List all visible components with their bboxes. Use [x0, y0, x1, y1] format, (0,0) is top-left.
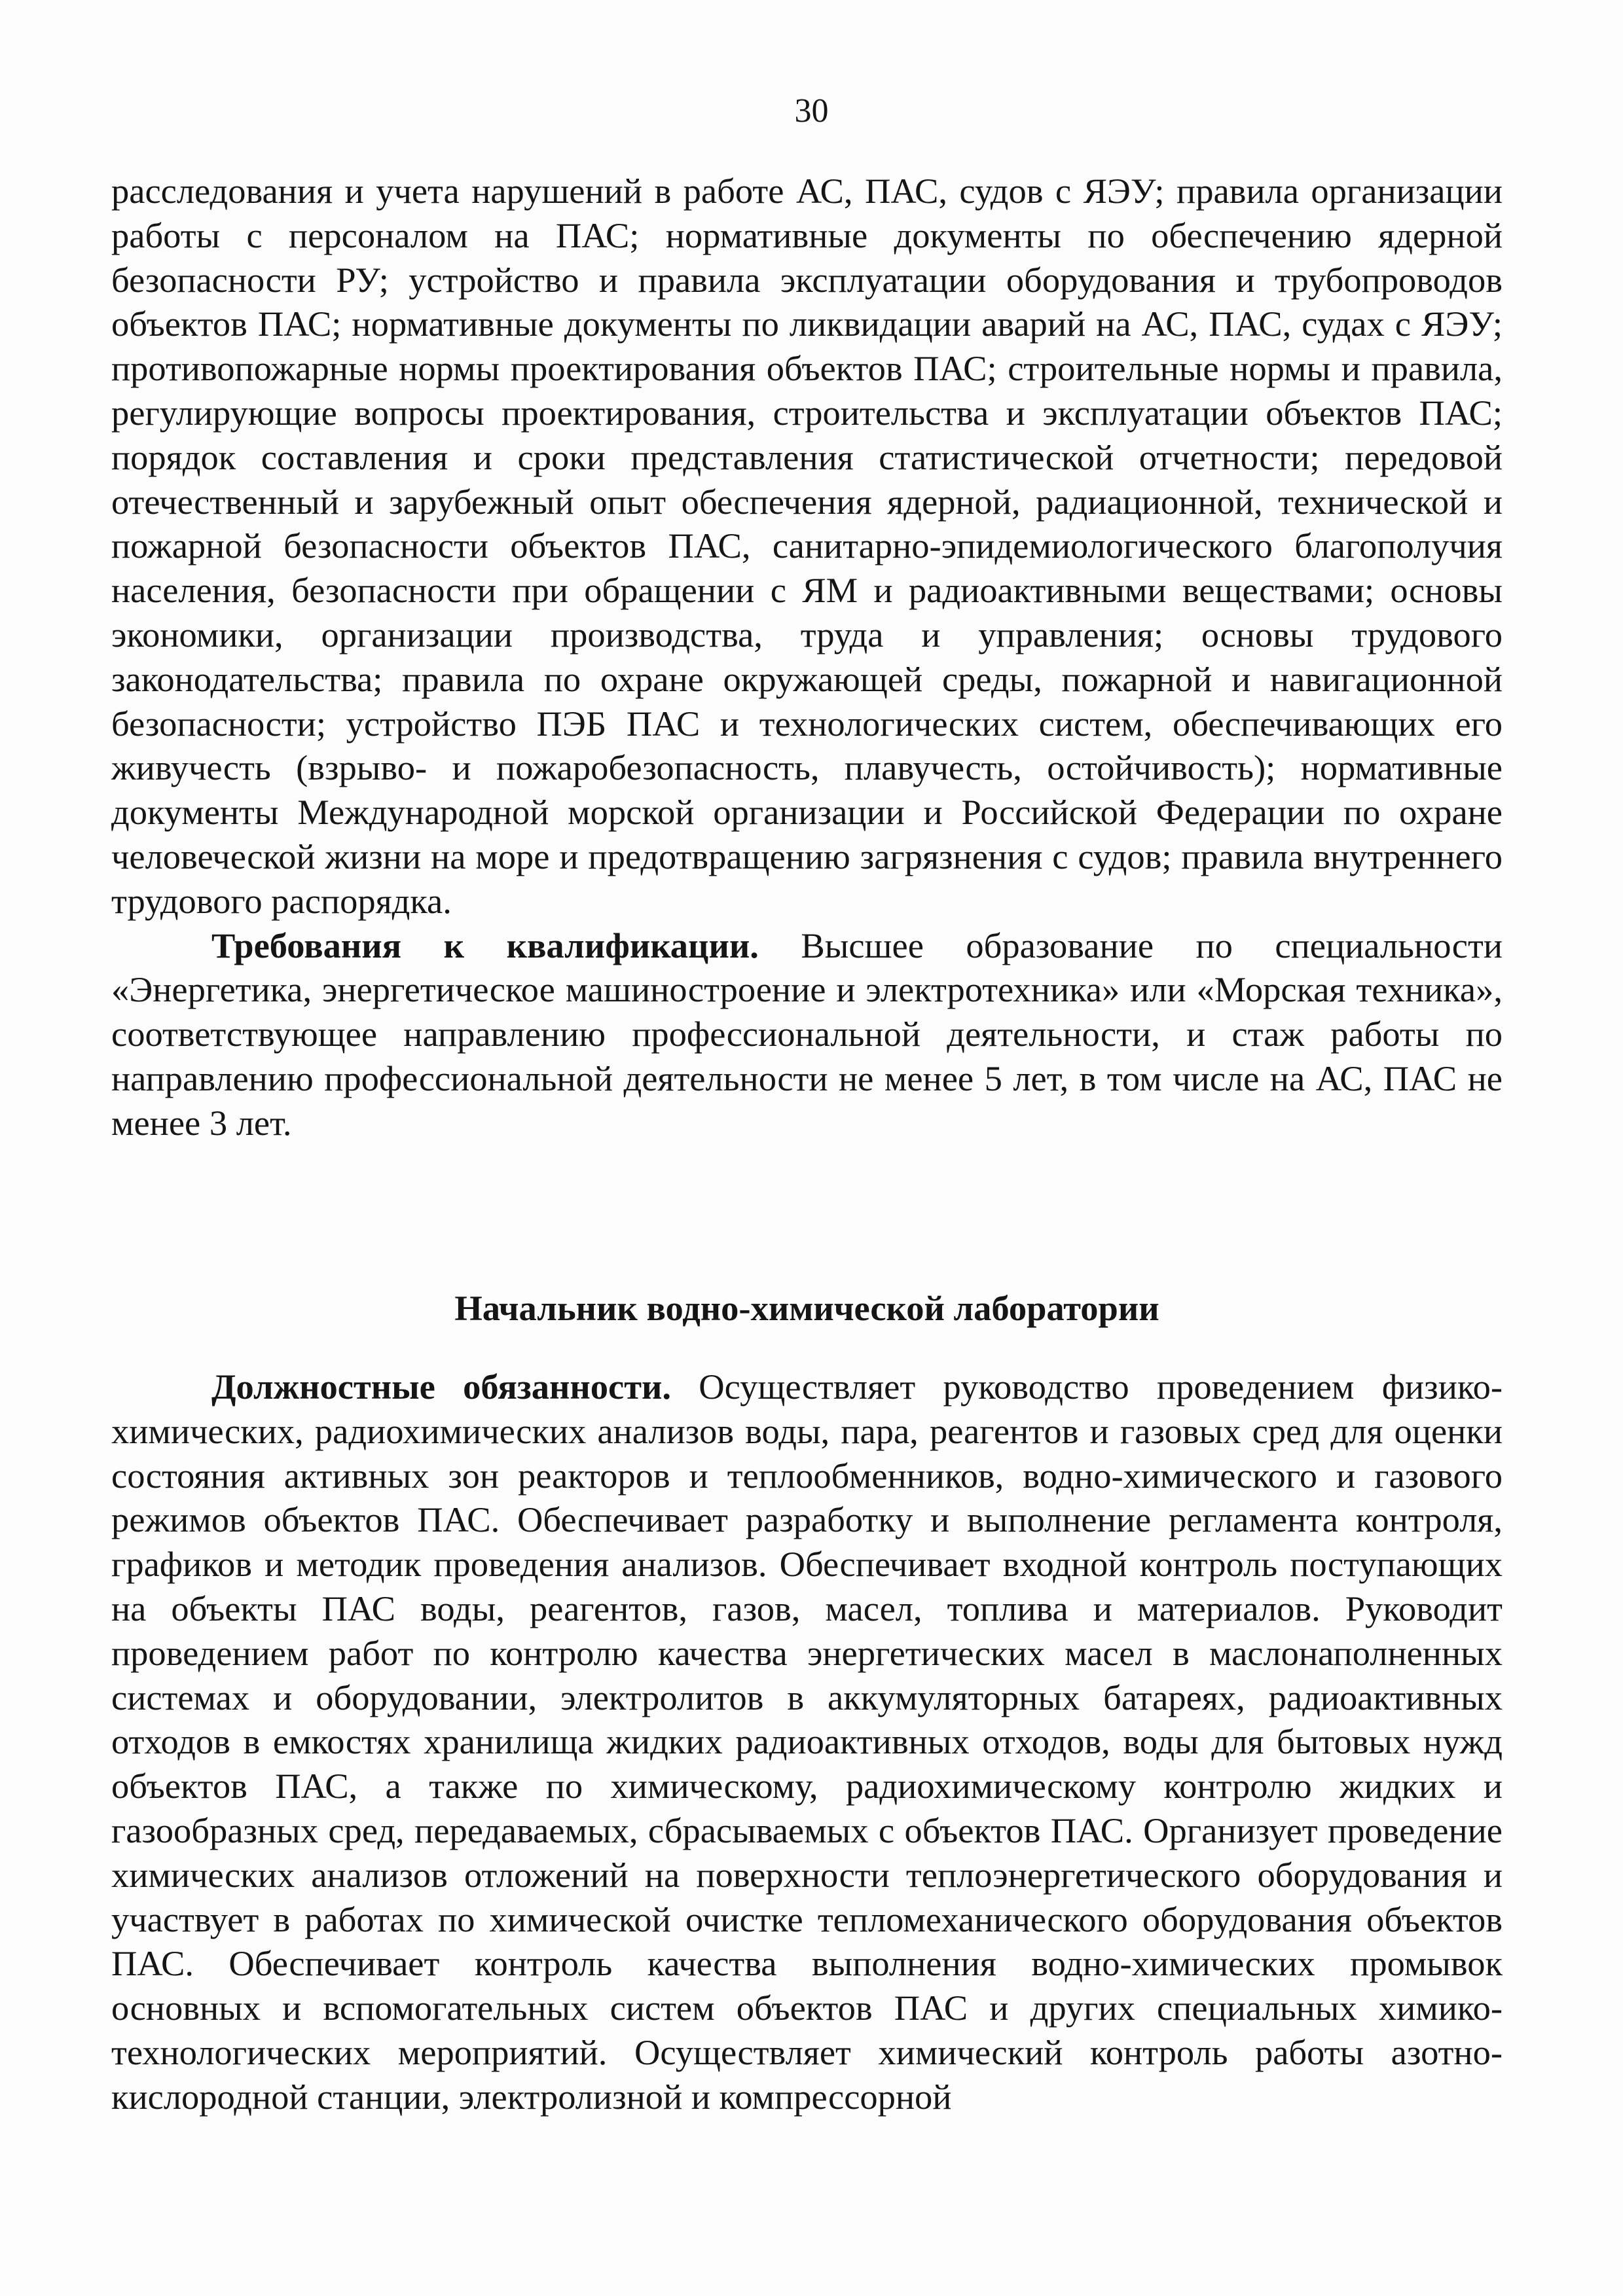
duties-label: Должностные обязанности.: [211, 1367, 671, 1407]
continuation-paragraph: расследования и учета нарушений в работе АС, ПАС, судов с ЯЭУ; правила организации работы с персоналом на ПАС; нормативные документы по обеспечению ядерной безопасности РУ; устройство и правила эксплуатации оборудования и трубопроводов объектов ПАС; нормативные документы по ликвидации аварий на АС, ПАС, судах с ЯЭУ; противопожарные нормы проектирования объектов ПАС; строительные нормы и правила, регулирующие вопросы проектирования, строительства и эксплуатации объектов ПАС; порядок составления и сроки представления статистической отчетности; передовой отечественный и зарубежный опыт обеспечения ядерной, радиационной, технической и пожарной безопасности объектов ПАС, санитарно-эпидемиологического благополучия населения, безопасности при обращении с ЯМ и радиоактивными веществами; основы экономики, организации производства, труда и управления; основы трудового законодательства; правила по охране окружающей среды, пожарной и навигационной безопасности; устройство ПЭБ ПАС и технологических систем, обеспечивающих его живучесть (взрыво- и пожаробезопасность, плавучесть, остойчивость); нормативные документы Международной морской организации и Российской Федерации по охране человеческой жизни на море и предотвращению загрязнения с судов; правила внутреннего трудового распорядка.: [111, 171, 1503, 921]
qualification-requirements-label: Требования к квалификации.: [211, 925, 759, 965]
qualification-requirements-text: Высшее образование по специальности «Энергетика, энергетическое машиностроение и электротехника» или «Морская техника», соответствующее направлению профессиональной деятельности, и стаж работы по направлению профессиональной деятельности не менее 5 лет, в том числе на АС, ПАС не менее 3 лет.: [111, 925, 1503, 1143]
duties-paragraph: [111, 1365, 1503, 2119]
upper-text-block: [111, 169, 1503, 1145]
section-title: Начальник водно-химической лаборатории: [454, 1288, 1159, 1328]
duties-text: Осуществляет руководство проведением физико-химических, радиохимических анализов воды, пара, реагентов и газовых сред для оценки состояния активных зон реакторов и теплообменников, водно-химического и газового режимов объектов ПАС. Обеспечивает разработку и выполнение регламента контроля, графиков и методик проведения анализов. Обеспечивает входной контроль поступающих на объекты ПАС воды, реагентов, газов, масел, топлива и материалов. Руководит проведением работ по контролю качества энергетических масел в маслонаполненных системах и оборудовании, электролитов в аккумуляторных батареях, радиоактивных отходов в емкостях хранилища жидких радиоактивных отходов, воды для бытовых нужд объектов ПАС, а также по химическому, радиохимическому контролю жидких и газообразных сред, передаваемых, сбрасываемых с объектов ПАС. Организует проведение химических анализов отложений на поверхности теплоэнергетического оборудования и участвует в работах по химической очистке тепломеханического оборудования объектов ПАС. Обеспечивает контроль качества выполнения водно-химических промывок основных и вспомогательных систем объектов ПАС и других специальных химико-технологических мероприятий. Осуществляет химический контроль работы азотно-кислородной станции, электролизной и компрессорной: [111, 1367, 1503, 2117]
page-number: 30: [794, 92, 829, 130]
qualification-requirements-paragraph: [111, 924, 1503, 1145]
lower-text-block: [111, 1365, 1503, 2119]
